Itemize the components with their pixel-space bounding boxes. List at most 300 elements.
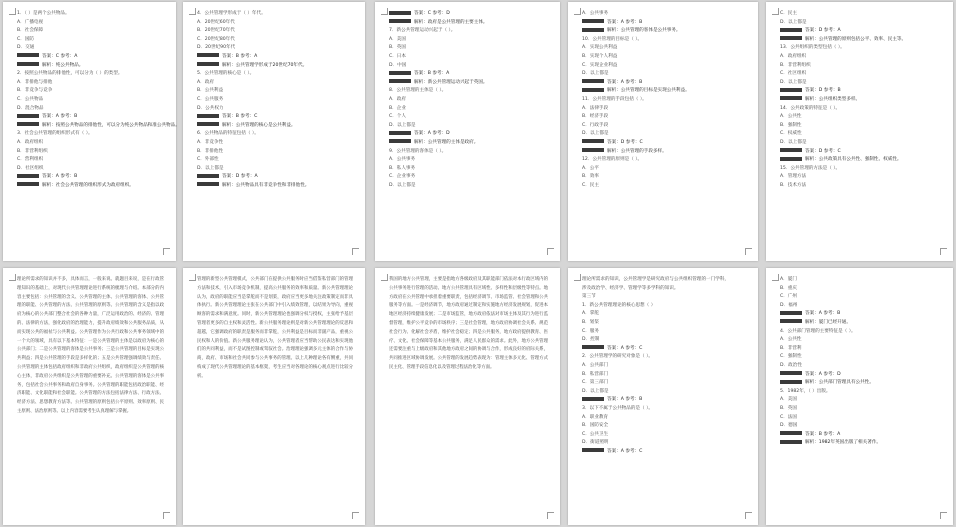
body-paragraph: 理论所需求的知识并不多，具体而言，一般来说。就题目来说，是在行政管理知识的基础上，对现代公共管理理论进行系统的梳理与介绍。本部分的内容主要包括：公共管理的含义、公共管理的主体、公共管理的客体、公共管理的职能、公共管理的方法、公共管理的原则等。公共管理的含义是指以政府为核心的公共部门整合社会的各种力量，广泛运用政治的、经济的、管理的、法律的方法，强化政府的治理能力，提升政府绩效和公共服务品质，从而实现公共的福祉与公共利益。公共管理作为公共行政和公共事务领域中的一个大的领域，具有以下基本特征：一是公共管理的主体是以政府为核心的公共部门；二是公共管理的客体是公共事务；三是公共管理的目标是实现公共利益；四是公共管理的手段是多样化的；五是公共管理强调绩效与责任。公共管理的主体包括政府组织和非政府公共组织，政府组织是公共管理的核心主体，非政府公共组织是公共管理的重要补充。公共管理的客体是公共事务，包括社会公共事务和政府自身事务。公共管理的职能包括政治职能、经济职能、文化职能和社会职能。公共管理的方法包括法律方法、行政方法、经济方法、思想教育方法等。公共管理的原则包括公平原则、效率原则、民主原则、法治原则等。以上内容需要考生认真理解与掌握。: [17, 277, 164, 414]
line-text: A．政府组织: [780, 53, 807, 59]
line-text: B．非竞争与竞争: [17, 88, 53, 94]
answer-line: [197, 173, 353, 182]
question-line: [582, 431, 746, 440]
document-page[interactable]: [568, 268, 758, 525]
question-line: [582, 122, 746, 131]
line-text: A．公共部门: [582, 362, 609, 368]
highlight-mark: [780, 88, 802, 92]
highlight-mark: [389, 19, 411, 23]
question-line: [17, 10, 164, 19]
question-line: [389, 113, 548, 122]
line-text: B．非营利组织: [780, 62, 811, 68]
answer-line: [17, 62, 164, 71]
line-text: C．民主: [582, 182, 599, 188]
answer-line: [389, 70, 548, 79]
line-text: C．权威性: [780, 131, 802, 137]
highlight-mark: [780, 311, 802, 315]
line-text: D．以上都是: [780, 19, 807, 25]
line-text: 答案：A 参考：D: [414, 131, 450, 137]
answer-line: [17, 53, 164, 62]
highlight-mark: [582, 448, 604, 452]
highlight-mark: [197, 174, 219, 178]
question-line: [17, 139, 164, 148]
highlight-mark: [582, 88, 604, 92]
line-text: A．公共事务: [389, 157, 416, 163]
line-text: C．公共服务: [197, 96, 224, 102]
question-line: [389, 27, 548, 36]
line-text: B．非营利组织: [17, 148, 48, 154]
question-line: [197, 105, 353, 114]
line-text: 解析：公共组织类型多样。: [805, 96, 861, 102]
question-line: [780, 79, 941, 88]
line-text: 理论所需求的知识，公共管理学是研究政府与公共组织管理的一门学科，: [582, 277, 730, 282]
question-line: [780, 70, 941, 79]
line-text: A．非排他与排他: [17, 79, 53, 85]
question-line: [780, 62, 941, 71]
highlight-mark: [780, 36, 802, 40]
question-line: [197, 70, 353, 79]
line-text: 解析：公共管理的主体是政府。: [414, 139, 479, 145]
question-line: [582, 371, 746, 380]
line-text: 解析：公共管理的目标是实现公共利益。: [607, 88, 690, 94]
question-line: [582, 319, 746, 328]
answer-line: [780, 96, 941, 105]
highlight-mark: [17, 182, 39, 186]
line-text: A．美国: [389, 36, 406, 42]
question-line: [197, 130, 353, 139]
line-text: 解析：公共管理的原则包括公平、效率、民主等。: [805, 36, 907, 42]
line-text: C．民主: [780, 11, 797, 16]
question-line: [780, 396, 941, 405]
line-text: D．政治性: [780, 362, 802, 368]
question-line: [582, 353, 746, 362]
highlight-mark: [389, 71, 411, 75]
line-text: A．职业教育: [582, 414, 609, 420]
line-text: C．行政手段: [582, 122, 609, 128]
line-text: 解析：新公共管理运动兴起于英国。: [414, 79, 488, 85]
line-text: 答案：A 参考：C: [607, 345, 643, 351]
line-text: D．以上都是: [582, 71, 609, 77]
line-text: 13．公共组织的类型包括（ ）。: [780, 45, 845, 51]
question-line: [582, 414, 746, 423]
document-page[interactable]: [3, 268, 176, 525]
question-line: [582, 362, 746, 371]
question-line: [582, 302, 746, 311]
line-text: D．以上都是: [389, 122, 416, 128]
line-text: A．政府: [389, 96, 406, 102]
question-line: [780, 182, 941, 191]
answer-line: [17, 122, 180, 131]
line-text: 6．公共物品的特征包括（ ）。: [197, 131, 259, 137]
document-page[interactable]: [183, 2, 365, 261]
answer-line: [780, 439, 941, 448]
line-text: D．控制: [582, 337, 600, 343]
line-text: 答案：B 参考：A: [805, 431, 841, 437]
line-text: C．法国: [780, 414, 797, 420]
line-text: B．英国: [780, 405, 797, 411]
answer-line: [582, 448, 746, 457]
line-text: D．福州: [780, 302, 798, 308]
question-line: [780, 130, 941, 139]
line-text: 5．1982年，（ ）出版。: [780, 388, 831, 394]
line-text: 答案：D 参考：C: [805, 148, 841, 154]
line-text: 答案：C 参考：D: [414, 11, 450, 16]
question-line: [17, 70, 164, 79]
question-line: [389, 62, 548, 71]
line-text: 答案：B 参考：A: [222, 53, 258, 59]
highlight-mark: [389, 131, 411, 135]
question-line: [780, 388, 941, 397]
highlight-mark: [582, 397, 604, 401]
answer-line: [582, 396, 746, 405]
line-text: C．国防: [17, 36, 34, 42]
line-text: A．美国: [780, 397, 797, 403]
line-text: C．第三部门: [582, 380, 609, 386]
line-text: 答案：D 参考：A: [805, 28, 841, 34]
line-text: A．广播电视: [17, 19, 44, 25]
question-line: [582, 53, 746, 62]
line-text: C．实现企业利益: [582, 62, 618, 68]
body-paragraph: 管理的新型公共管理模式，公共部门在提供公共服务时应当借鉴私营部门的管理方法和技术，引入市场竞争机制，提高公共服务的效率和质量。新公共管理理论认为，政府的职能应当是掌舵而不是划桨，政府应当更多地关注政策制定而非具体执行。新公共管理理论主张在公共部门中引入绩效管理，以结果为导向，重视顾客的需求和满意度。同时，新公共管理理论也强调分权与授权，主张给予基层管理者更多的自主权和灵活性。新公共服务理论则是对新公共管理理论的反思和超越，它强调政府的职责是服务而非掌舵，公共利益是目标而非副产品，重视公民权和人的价值。新公共服务理论认为，公共管理者应当帮助公民表达和实现他们的共同利益，而不是试图控制或驾驭社会。治理理论强调多元主体的合作与协商，政府、市场和社会共同参与公共事务的管理。以上几种理论各有侧重，共同构成了现代公共管理理论的基本框架，考生应当对各理论的核心观点进行比较分析。: [197, 277, 353, 379]
question-line: [389, 87, 548, 96]
line-text: D．社区组织: [17, 165, 44, 171]
question-line: [389, 44, 548, 53]
question-line: [582, 130, 746, 139]
line-text: C．公共卫生: [582, 431, 609, 437]
question-line: [582, 165, 746, 174]
answer-line: [197, 113, 353, 122]
question-line: [582, 336, 746, 345]
highlight-mark: [780, 440, 802, 444]
question-line: [780, 122, 941, 131]
question-line: [780, 44, 941, 53]
question-line: [780, 139, 941, 148]
answer-line: [582, 148, 746, 157]
line-text: C．广州: [780, 294, 797, 300]
line-text: B．公共利益: [197, 88, 224, 94]
answer-line: [389, 10, 548, 19]
line-text: D．以上都是: [582, 388, 609, 394]
question-line: [17, 19, 164, 28]
question-line: [582, 10, 746, 19]
question-line: [17, 130, 164, 139]
line-text: 答案：A 参考：B: [607, 397, 643, 403]
line-text: 4．公共管理学形成于（ ）年代。: [197, 11, 266, 16]
question-line: [780, 302, 941, 311]
line-text: 1．新公共管理理论的核心思想（ ）: [582, 302, 656, 308]
line-text: A．厦门: [780, 277, 797, 282]
question-line: [582, 388, 746, 397]
line-text: A．公平: [582, 165, 599, 171]
line-text: C．营利组织: [17, 157, 44, 163]
question-line: [780, 293, 941, 302]
question-line: [780, 422, 941, 431]
question-line: [780, 276, 941, 285]
highlight-mark: [197, 114, 219, 118]
question-line: [582, 405, 746, 414]
line-text: D．20世纪90年代: [197, 45, 236, 51]
line-text: 解析：厦门已经开通。: [805, 319, 851, 325]
line-text: C．社区组织: [780, 71, 807, 77]
document-page[interactable]: [568, 2, 758, 261]
line-text: D．公共权力: [197, 105, 224, 111]
line-text: D．以上都是: [780, 139, 807, 145]
answer-line: [780, 36, 941, 45]
answer-line: [582, 87, 746, 96]
question-line: [780, 362, 941, 371]
line-text: 5．公共管理的核心是（ ）。: [197, 71, 255, 77]
highlight-mark: [17, 174, 39, 178]
answer-line: [582, 139, 746, 148]
question-line: [17, 105, 164, 114]
line-text: 解析：按照公共物品的排他性，可以分为纯公共物品和准公共物品。: [42, 122, 180, 128]
answer-line: [17, 113, 164, 122]
question-line: [780, 113, 941, 122]
question-line: [389, 182, 548, 191]
question-line: [197, 96, 353, 105]
answer-line: [780, 431, 941, 440]
line-text: A．掌舵: [582, 311, 599, 317]
question-line: [780, 173, 941, 182]
question-line: [780, 53, 941, 62]
line-text: C．日本: [389, 53, 406, 59]
question-line: [582, 105, 746, 114]
question-line: [197, 139, 353, 148]
line-text: B．非排他性: [197, 148, 224, 154]
line-text: 4．公共部门管理的主要特征是（ ）。: [780, 328, 856, 334]
line-text: 答案：D 参考：C: [607, 139, 643, 145]
answer-line: [780, 27, 941, 36]
question-line: [582, 44, 746, 53]
line-text: A．法律手段: [582, 105, 609, 111]
question-line: [389, 148, 548, 157]
line-text: 涉及政治学、经济学、管理学等多学科的知识。: [582, 285, 679, 291]
question-line: [582, 285, 746, 294]
question-line: [780, 336, 941, 345]
line-text: 第三节: [582, 294, 596, 300]
line-text: A．政府组织: [17, 139, 44, 145]
highlight-mark: [582, 139, 604, 143]
question-line: [17, 148, 164, 157]
line-text: D．混合物品: [17, 105, 44, 111]
question-line: [197, 27, 353, 36]
question-line: [197, 19, 353, 28]
line-text: 9．公共管理的客体是（ ）。: [389, 148, 447, 154]
question-line: [197, 36, 353, 45]
question-line: [17, 27, 164, 36]
question-line: [389, 36, 548, 45]
highlight-mark: [197, 62, 219, 66]
line-text: B．效率: [582, 174, 599, 180]
line-text: B．私营部门: [582, 371, 609, 377]
line-text: 15．公共管理的方法是（ ）。: [780, 165, 841, 171]
answer-line: [17, 173, 164, 182]
line-text: D．以上都是: [389, 182, 416, 188]
answer-line: [389, 130, 548, 139]
line-text: 答案：B 参考：C: [222, 114, 258, 120]
question-line: [780, 405, 941, 414]
question-line: [582, 182, 746, 191]
answer-line: [197, 62, 353, 71]
line-text: A．公共性: [780, 114, 802, 120]
question-line: [17, 36, 164, 45]
answer-line: [582, 345, 746, 354]
line-text: 解析：公共管理的手段多样。: [607, 148, 667, 154]
line-text: A．政府: [197, 79, 214, 85]
question-line: [17, 156, 164, 165]
document-page[interactable]: [766, 2, 953, 261]
document-page[interactable]: [375, 268, 560, 525]
line-text: B．企业: [389, 105, 406, 111]
highlight-mark: [780, 148, 802, 152]
question-line: [780, 10, 941, 19]
highlight-mark: [582, 79, 604, 83]
line-text: B．非营利: [780, 345, 802, 351]
line-text: C．公共物品: [17, 96, 44, 102]
line-text: D．中国: [389, 62, 407, 68]
line-text: B．私人事务: [389, 165, 416, 171]
highlight-mark: [780, 157, 802, 161]
line-text: 答案：A 参考：B: [42, 114, 78, 120]
line-text: D．交通: [17, 45, 35, 51]
question-line: [780, 165, 941, 174]
answer-line: [197, 182, 353, 191]
highlight-mark: [389, 79, 411, 83]
question-line: [780, 345, 941, 354]
line-text: A．实现公共利益: [582, 45, 618, 51]
line-text: 解析：纯公共物品。: [42, 62, 84, 68]
line-text: 解析：政府是公共管理的主要主体。: [414, 19, 488, 25]
answer-line: [780, 87, 941, 96]
line-text: 答案：A 参考：B: [805, 311, 841, 317]
line-text: 3．以下不属于公共物品的是（ ）。: [582, 405, 653, 411]
question-line: [197, 79, 353, 88]
answer-line: [582, 19, 746, 28]
line-text: A．管理方法: [780, 174, 807, 180]
line-text: A．非竞争性: [197, 139, 224, 145]
question-line: [389, 96, 548, 105]
line-text: 解析：公共部门管理具有公共性。: [805, 380, 874, 386]
line-text: C．服务: [582, 328, 599, 334]
line-text: A．公共性: [780, 337, 802, 343]
answer-line: [582, 79, 746, 88]
document-page[interactable]: [766, 268, 953, 525]
highlight-mark: [17, 114, 39, 118]
question-line: [582, 379, 746, 388]
line-text: 答案：A 参考：B: [42, 174, 78, 180]
line-text: B．划桨: [582, 319, 599, 325]
highlight-mark: [780, 96, 802, 100]
question-line: [17, 165, 164, 174]
question-line: [197, 87, 353, 96]
highlight-mark: [780, 380, 802, 384]
highlight-mark: [17, 122, 39, 126]
line-text: C．20世纪80年代: [197, 36, 235, 42]
highlight-mark: [197, 53, 219, 57]
question-line: [582, 70, 746, 79]
answer-line: [389, 139, 548, 148]
line-text: D．以上都是: [780, 79, 807, 85]
question-line: [780, 285, 941, 294]
line-text: 11．公共管理的手段包括（ ）。: [582, 96, 647, 102]
line-text: 2．按照公共物品的排他性，可以分为（ ）的类型。: [17, 71, 123, 77]
answer-line: [582, 27, 746, 36]
line-text: 1．（ ）是两个公共物品。: [17, 11, 70, 16]
line-text: D．以上都是: [582, 131, 609, 137]
line-text: B．技术方法: [780, 182, 807, 188]
line-text: B．社会保障: [17, 28, 44, 34]
line-text: C．外部性: [197, 157, 219, 163]
line-text: 答案：A 参考：B: [607, 79, 643, 85]
line-text: D．以上都是: [197, 165, 224, 171]
answer-line: [780, 310, 941, 319]
line-text: B．实现个人利益: [582, 53, 618, 59]
line-text: 答案：B 参考：A: [414, 71, 450, 77]
document-page[interactable]: [3, 2, 180, 261]
line-text: 答案：A 参考：B: [607, 19, 643, 25]
body-paragraph: 我国的地方公共管理，主要是指地方各级政府及其职能部门依法对本行政区域内的公共事务进行管理的活动。地方公共管理具有区域性、多样性和层级性等特点。地方政府在公共管理中承担着重要职责，包括经济调节、市场监管、社会管理和公共服务等方面。一是经济调节，地方政府通过制定和实施地方经济发展规划，促进本地区经济持续健康发展；二是市场监管，地方政府依法对市场主体及其行为进行监督管理，维护公平竞争的市场秩序；三是社会管理，地方政府协调社会关系、规范社会行为、化解社会矛盾，维护社会稳定；四是公共服务，地方政府提供教育、医疗、文化、社会保障等基本公共服务，满足人民群众的需求。此外，地方公共管理还需要注重与上级政府和其他地方政府之间的协调与合作，形成良好的府际关系，共同推进区域协调发展。公共管理的发展趋势表现为：管理主体多元化、管理方式民主化、管理手段信息化以及管理过程法治化等方面。: [389, 277, 548, 370]
line-text: B．英国: [389, 45, 406, 51]
line-text: 14．公共政策的特征是（ ）。: [780, 105, 841, 111]
highlight-mark: [582, 148, 604, 152]
answer-line: [780, 371, 941, 380]
question-line: [780, 105, 941, 114]
highlight-mark: [17, 53, 39, 57]
line-text: 3．社会公共管理的组织形式有（ ）。: [17, 131, 93, 137]
line-text: D．德国: [780, 423, 798, 429]
answer-line: [197, 53, 353, 62]
answer-line: [780, 148, 941, 157]
answer-line: [780, 379, 941, 388]
question-line: [197, 44, 353, 53]
line-text: 答案：C 参考：A: [42, 53, 78, 59]
highlight-mark: [197, 182, 219, 186]
question-line: [582, 293, 746, 302]
line-text: 解析：公共物品具有非竞争性和非排他性。: [222, 182, 310, 188]
highlight-mark: [17, 62, 39, 66]
question-line: [582, 36, 746, 45]
question-line: [582, 276, 746, 285]
line-text: 答案：A 参考：D: [805, 371, 841, 377]
answer-line: [780, 319, 941, 328]
document-page[interactable]: [375, 2, 560, 261]
line-text: 7．新公共管理运动兴起于（ ）。: [389, 28, 456, 34]
answer-line: [780, 156, 941, 165]
document-page[interactable]: [183, 268, 365, 525]
line-text: 解析：公共管理学形成于20世纪70年代。: [222, 62, 308, 68]
question-line: [389, 105, 548, 114]
question-line: [389, 156, 548, 165]
line-text: 10．公共管理的目标是（ ）。: [582, 36, 643, 42]
highlight-mark: [780, 371, 802, 375]
question-line: [582, 439, 746, 448]
line-text: 12．公共管理的原则是（ ）。: [582, 157, 643, 163]
highlight-mark: [582, 28, 604, 32]
highlight-mark: [582, 19, 604, 23]
line-text: 答案：D 参考：B: [805, 88, 841, 94]
highlight-mark: [582, 345, 604, 349]
question-line: [197, 148, 353, 157]
answer-line: [389, 19, 548, 28]
question-line: [780, 353, 941, 362]
question-line: [389, 53, 548, 62]
highlight-mark: [780, 319, 802, 323]
line-text: 解析：公共政策具有公共性、强制性、权威性。: [805, 157, 902, 163]
line-text: 8．公共管理的主体是（ ）。: [389, 88, 447, 94]
question-line: [582, 328, 746, 337]
line-text: A．20世纪60年代: [197, 19, 235, 25]
answer-line: [389, 79, 548, 88]
